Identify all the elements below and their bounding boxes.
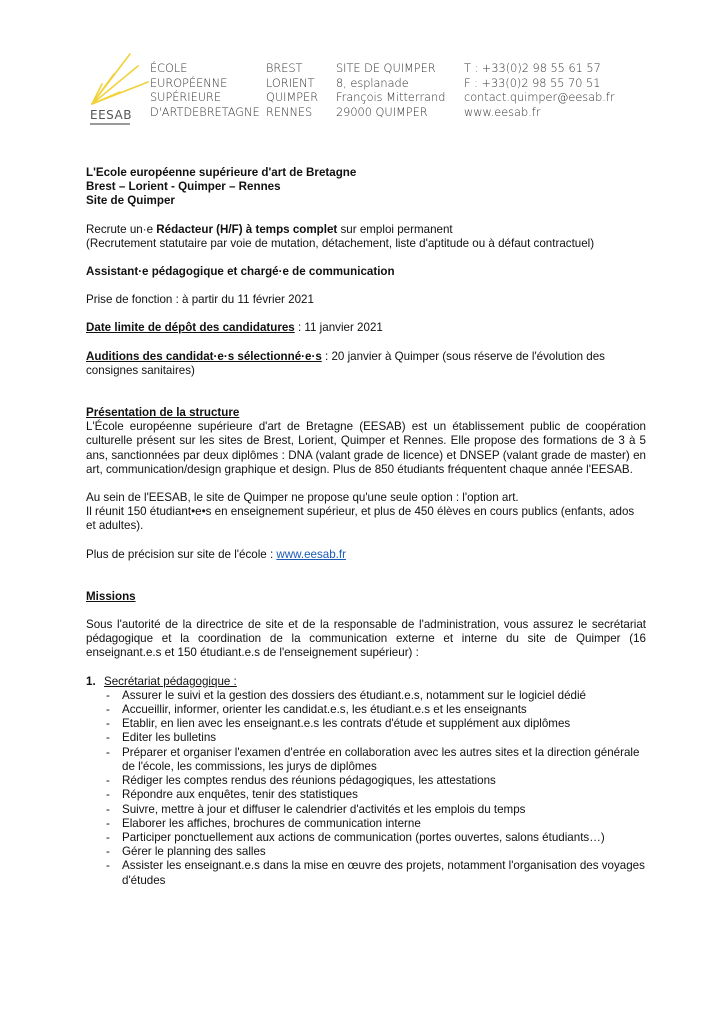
- dash-bullet: -: [106, 859, 110, 873]
- list-item-text: Etablir, en lien avec les enseignant.e.s les contrats d'étude et supplément aux diplômes: [122, 717, 571, 731]
- auditions-line: [86, 350, 646, 378]
- recruit-note: (Recrutement statutaire par voie de mutation, détachement, liste d'aptitude ou à défaut contractuel): [86, 236, 595, 250]
- city: LORIENT: [266, 76, 315, 90]
- more-info-line: [86, 548, 646, 562]
- dash-bullet: -: [106, 703, 110, 717]
- dash-bullet: -: [106, 717, 110, 731]
- section1-number: 1.: [86, 674, 96, 688]
- eesab-logo: [86, 52, 156, 132]
- city: RENNES: [266, 105, 313, 119]
- list-item-text: Gérer le planning des salles: [122, 845, 266, 859]
- dash-bullet: -: [106, 731, 110, 745]
- phone: T : +33(0)2 98 55 61 57: [464, 62, 601, 75]
- list-item-text: Répondre aux enquêtes, tenir des statistiques: [122, 788, 358, 802]
- address-line: 29000 QUIMPER: [336, 105, 428, 119]
- start-label: Prise de fonction : à partir du: [86, 293, 238, 307]
- dash-bullet: -: [106, 774, 110, 788]
- list-item: [86, 731, 646, 745]
- deadline-line: [86, 321, 646, 335]
- dash-bullet: -: [106, 830, 110, 844]
- school-name-line: ÉCOLE: [150, 62, 188, 75]
- auditions-value: : 20 janvier à Quimper (sous réserve de l'évolution des consignes sanitaires): [86, 349, 605, 377]
- city: QUIMPER: [266, 91, 319, 104]
- website[interactable]: www.eesab.fr: [464, 105, 541, 119]
- list-item: [86, 859, 646, 887]
- dash-bullet: -: [106, 816, 110, 830]
- list-item: [86, 845, 646, 859]
- dash-bullet: -: [106, 788, 110, 802]
- address-line: 8, esplanade: [336, 76, 409, 90]
- org-sites: Brest – Lorient - Quimper – Rennes: [86, 180, 281, 194]
- site-address-block: [336, 62, 445, 120]
- school-name-block: [150, 62, 260, 120]
- logo-wordmark: EESAB: [90, 108, 132, 122]
- org-site: Site de Quimper: [86, 194, 175, 208]
- list-item: [86, 817, 646, 831]
- recruit-prefix: Recrute un·e: [86, 222, 157, 236]
- deadline-value: : 11 janvier 2021: [294, 321, 383, 335]
- school-name-line: D'ARTDEBRETAGNE: [150, 105, 260, 119]
- missions-heading: Missions: [86, 589, 136, 603]
- list-item-text: Suivre, mettre à jour et diffuser le calendrier d'activités et les emplois du temps: [122, 802, 526, 816]
- logo-tagline-bar: [90, 123, 130, 125]
- recruit-suffix: sur emploi permanent: [337, 222, 453, 236]
- start-date-line: [86, 293, 646, 307]
- letterhead: [86, 52, 666, 132]
- list-item-text: Rédiger les comptes rendus des réunions pédagogiques, les attestations: [122, 774, 496, 788]
- list-item: [86, 803, 646, 817]
- list-item: [86, 831, 646, 845]
- dash-bullet: -: [106, 845, 110, 859]
- city: BREST: [266, 62, 303, 75]
- email[interactable]: contact.quimper@eesab.fr: [464, 91, 615, 104]
- presentation-paragraph: L'École européenne supérieure d'art de Bretagne (EESAB) est un établissement public de coopération culturelle présent sur les sites de Brest, Lorient, Quimper et Rennes. Elle propose des formations de 3 à 5 ans, sanctionnées par deux diplômes : DNA (valant grade de licence) et DNSEP (valant grade de master) en art, communication/design graphique et design. Plus de 850 étudiants fréquentent chaque année l'EESAB.: [86, 420, 646, 476]
- job-title: Assistant·e pédagogique et chargé·e de communication: [86, 265, 395, 279]
- recruit-line: [86, 223, 646, 237]
- quimper-students-line: Il réunit 150 étudiant•e•s en enseignement supérieur, et plus de 450 élèves en cours publics (enfants, ados et adultes).: [86, 505, 635, 533]
- list-item: [86, 703, 646, 717]
- school-name-line: EUROPÉENNE: [150, 76, 228, 90]
- list-item: [86, 689, 646, 703]
- list-item: [86, 746, 646, 774]
- list-item-text: Assurer le suivi et la gestion des dossiers des étudiant.e.s, notamment sur le logiciel dédié: [122, 688, 586, 702]
- address-line: François Mitterrand: [336, 91, 446, 104]
- list-item: [86, 788, 646, 802]
- org-name: L'Ecole européenne supérieure d'art de Bretagne: [86, 166, 357, 179]
- sunburst-logo-icon: [86, 52, 156, 112]
- list-item-text: Préparer et organiser l'examen d'entrée en collaboration avec les autres sites et la direction générale de l'école, les commissions, les jurys de diplômes: [122, 745, 640, 773]
- list-item: [86, 717, 646, 731]
- section1-list: [86, 689, 646, 888]
- dash-bullet: -: [106, 802, 110, 816]
- school-name-line: SUPÉRIEURE: [150, 91, 221, 104]
- start-date: 11 février 2021: [237, 293, 314, 307]
- cities-block: [266, 62, 318, 120]
- address-line: SITE DE QUIMPER: [336, 62, 436, 75]
- document-body: [86, 166, 646, 888]
- list-item-text: Participer ponctuellement aux actions de communication (portes ouvertes, salons étudiants…): [122, 830, 605, 844]
- fax: F : +33(0)2 98 55 70 51: [464, 76, 601, 90]
- list-item-text: Accueillir, informer, orienter les candidat.e.s, les étudiant.e.s et les enseignants: [122, 703, 527, 717]
- more-info-label: Plus de précision sur site de l'école :: [86, 547, 277, 561]
- contact-block: [464, 62, 615, 120]
- section1-title: [86, 675, 646, 689]
- quimper-option-line: Au sein de l'EESAB, le site de Quimper ne propose qu'une seule option : l'option art.: [86, 491, 519, 505]
- section1-label: Secrétariat pédagogique :: [104, 674, 237, 688]
- deadline-label: Date limite de dépôt des candidatures: [86, 321, 295, 335]
- dash-bullet: -: [106, 745, 110, 759]
- auditions-label: Auditions des candidat·e·s sélectionné·e·s: [86, 349, 322, 363]
- list-item: [86, 774, 646, 788]
- missions-intro: Sous l'autorité de la directrice de site et de la responsable de l'administration, vous assurez le secrétariat pédagogique et la coordination de la communication externe et interne du site de Quimper (16 enseignant.e.s et 150 étudiant.e.s de l'enseignement supérieur) :: [86, 618, 646, 660]
- position-title: Rédacteur (H/F) à temps complet: [156, 222, 338, 236]
- list-item-text: Assister les enseignant.e.s dans la mise en œuvre des projets, notamment l'organisation des voyages d'études: [122, 859, 645, 887]
- dash-bullet: -: [106, 688, 110, 702]
- presentation-heading: Présentation de la structure: [86, 406, 240, 420]
- list-item-text: Elaborer les affiches, brochures de communication interne: [122, 816, 421, 830]
- list-item-text: Editer les bulletins: [122, 731, 217, 745]
- eesab-website-link[interactable]: www.eesab.fr: [276, 547, 346, 561]
